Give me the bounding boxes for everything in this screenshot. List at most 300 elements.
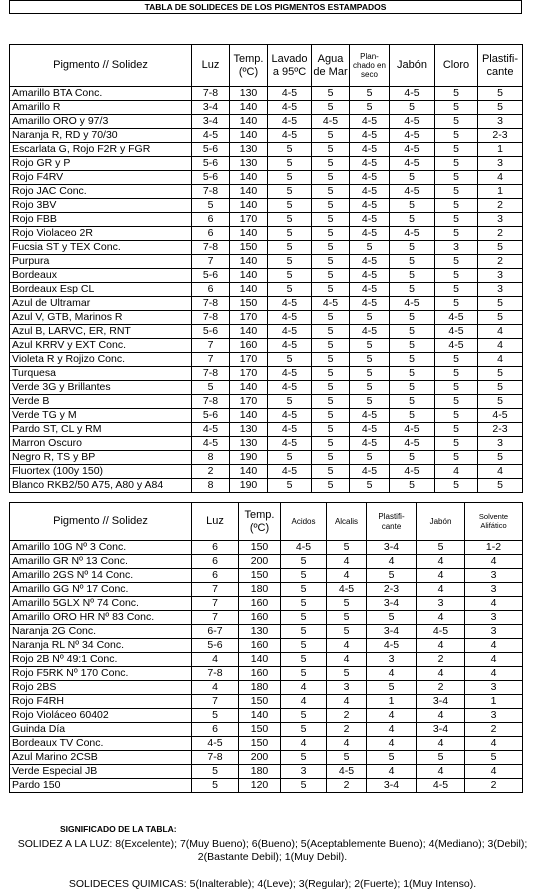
fastness-value-cell: 4-5 [192, 437, 230, 451]
fastness-value-cell: 5 [327, 541, 367, 555]
table-row [10, 227, 523, 241]
fastness-value-cell: 3 [478, 157, 523, 171]
fastness-value-cell: 5 [350, 381, 390, 395]
pigment-name-cell: Azul KRRV y EXT Conc. [10, 339, 192, 353]
fastness-value-cell: 4 [367, 555, 417, 569]
fastness-value-cell: 4-5 [312, 115, 350, 129]
fastness-value-cell: 5 [390, 311, 435, 325]
fastness-value-cell: 5 [390, 171, 435, 185]
fastness-value-cell: 3 [478, 213, 523, 227]
fastness-value-cell: 5 [367, 569, 417, 583]
table-row [10, 695, 523, 709]
fastness-value-cell: 4 [478, 325, 523, 339]
fastness-value-cell: 7-8 [192, 395, 230, 409]
fastness-value-cell: 8 [192, 451, 230, 465]
fastness-value-cell: 3 [478, 283, 523, 297]
fastness-value-cell: 4 [417, 569, 465, 583]
fastness-value-cell: 150 [239, 723, 281, 737]
fastness-value-cell: 130 [230, 87, 268, 101]
fastness-value-cell: 2 [192, 465, 230, 479]
fastness-value-cell: 5 [192, 779, 239, 793]
fastness-value-cell: 190 [230, 479, 268, 493]
table-row [10, 353, 523, 367]
fastness-value-cell: 5-6 [192, 143, 230, 157]
fastness-value-cell: 5 [192, 709, 239, 723]
fastness-value-cell: 4-5 [417, 625, 465, 639]
pigment-name-cell: Rojo GR y P [10, 157, 192, 171]
fastness-value-cell: 160 [239, 639, 281, 653]
fastness-value-cell: 5 [390, 283, 435, 297]
column-header-text: Pigmento // Solidez [53, 59, 148, 72]
fastness-value-cell: 5 [390, 241, 435, 255]
table-row [10, 241, 523, 255]
pigment-name-cell: Amarillo GG Nº 17 Conc. [10, 583, 192, 597]
column-header-text: Cloro [442, 59, 470, 72]
fastness-value-cell: 5 [281, 667, 327, 681]
fastness-value-cell: 5 [312, 437, 350, 451]
column-header-text: chado en [353, 60, 386, 70]
fastness-value-cell: 5 [390, 255, 435, 269]
fastness-value-cell: 4-5 [435, 311, 478, 325]
fastness-value-cell: 3 [327, 681, 367, 695]
pigment-name-cell: Amarillo BTA Conc. [10, 87, 192, 101]
fastness-value-cell: 5 [435, 129, 478, 143]
fastness-value-cell: 4-5 [350, 283, 390, 297]
fastness-value-cell: 140 [230, 171, 268, 185]
column-header-text: Lavado [271, 52, 308, 65]
table-row [10, 367, 523, 381]
fastness-value-cell: 130 [230, 157, 268, 171]
fastness-value-cell: 4-5 [268, 325, 312, 339]
fastness-value-cell: 5 [435, 101, 478, 115]
pigment-name-cell: Bordeaux TV Conc. [10, 737, 192, 751]
fastness-value-cell: 5 [478, 451, 523, 465]
fastness-value-cell: 5 [478, 87, 523, 101]
fastness-value-cell: 170 [230, 367, 268, 381]
fastness-value-cell: 5 [435, 367, 478, 381]
fastness-value-cell: 1 [478, 185, 523, 199]
fastness-value-cell: 5 [435, 199, 478, 213]
fastness-value-cell: 2 [478, 199, 523, 213]
fastness-value-cell: 5 [350, 479, 390, 493]
fastness-value-cell: 5 [435, 283, 478, 297]
fastness-value-cell: 4 [417, 555, 465, 569]
fastness-value-cell: 130 [230, 143, 268, 157]
fastness-value-cell: 4 [465, 639, 523, 653]
fastness-value-cell: 5 [478, 311, 523, 325]
fastness-value-cell: 4 [367, 667, 417, 681]
table-row [10, 157, 523, 171]
fastness-value-cell: 4-5 [350, 143, 390, 157]
fastness-value-cell: 5 [367, 751, 417, 765]
fastness-value-cell: 5 [435, 395, 478, 409]
pigment-name-cell: Rojo 3BV [10, 199, 192, 213]
column-header [350, 45, 390, 87]
column-header-text: (ºC) [238, 65, 259, 78]
fastness-value-cell: 4-5 [281, 541, 327, 555]
fastness-value-cell: 140 [230, 185, 268, 199]
table-row [10, 339, 523, 353]
fastness-value-cell: 7-8 [192, 311, 230, 325]
fastness-value-cell: 6 [192, 213, 230, 227]
pigment-name-cell: Negro R, TS y BP [10, 451, 192, 465]
fastness-value-cell: 4 [417, 639, 465, 653]
fastness-value-cell: 4-5 [350, 157, 390, 171]
fastness-value-cell: 5 [312, 255, 350, 269]
fastness-value-cell: 5 [268, 395, 312, 409]
fastness-value-cell: 5 [435, 227, 478, 241]
fastness-value-cell: 5 [350, 101, 390, 115]
fastness-value-cell: 4 [367, 709, 417, 723]
table-row [10, 381, 523, 395]
fastness-value-cell: 4-5 [390, 423, 435, 437]
column-header-text: cante [486, 65, 514, 78]
table-row [10, 667, 523, 681]
fastness-value-cell: 4-5 [268, 87, 312, 101]
fastness-value-cell: 180 [239, 681, 281, 695]
fastness-value-cell: 5 [390, 339, 435, 353]
fastness-value-cell: 140 [230, 199, 268, 213]
fastness-value-cell: 140 [230, 409, 268, 423]
fastness-value-cell: 5 [350, 367, 390, 381]
fastness-value-cell: 4 [478, 339, 523, 353]
table-row [10, 541, 523, 555]
fastness-value-cell: 5 [192, 765, 239, 779]
fastness-value-cell: 4-5 [367, 639, 417, 653]
fastness-value-cell: 5 [312, 367, 350, 381]
fastness-value-cell: 3 [478, 437, 523, 451]
pigment-name-cell: Rojo Violaceo 2R [10, 227, 192, 241]
table-row [10, 101, 523, 115]
fastness-value-cell: 2 [327, 709, 367, 723]
fastness-value-cell: 200 [239, 555, 281, 569]
fastness-value-cell: 2 [478, 227, 523, 241]
fastness-value-cell: 4-5 [350, 269, 390, 283]
fastness-value-cell: 4 [192, 653, 239, 667]
fastness-value-cell: 4 [281, 695, 327, 709]
fastness-value-cell: 5 [268, 283, 312, 297]
table-row [10, 569, 523, 583]
fastness-value-cell: 4-5 [417, 779, 465, 793]
fastness-value-cell: 4-5 [312, 297, 350, 311]
pigment-name-cell: Azul V, GTB, Marinos R [10, 311, 192, 325]
pigment-name-cell: Naranja RL Nº 34 Conc. [10, 639, 192, 653]
fastness-value-cell: 140 [230, 115, 268, 129]
fastness-value-cell: 140 [239, 709, 281, 723]
fastness-value-cell: 4-5 [350, 227, 390, 241]
fastness-value-cell: 5 [350, 87, 390, 101]
pigment-name-cell: Amarillo 5GLX Nº 74 Conc. [10, 597, 192, 611]
pigment-name-cell: Verde 3G y Brillantes [10, 381, 192, 395]
fastness-value-cell: 5 [390, 353, 435, 367]
fastness-value-cell: 4-5 [268, 437, 312, 451]
fastness-value-cell: 5 [390, 395, 435, 409]
fastness-value-cell: 4 [465, 653, 523, 667]
fastness-value-cell: 5-6 [192, 157, 230, 171]
fastness-value-cell: 4-5 [268, 129, 312, 143]
fastness-value-cell: 2 [465, 723, 523, 737]
fastness-value-cell: 140 [239, 653, 281, 667]
table-row [10, 143, 523, 157]
fastness-value-cell: 4-5 [192, 423, 230, 437]
fastness-value-cell: 5 [268, 479, 312, 493]
table-row [10, 199, 523, 213]
fastness-value-cell: 170 [230, 213, 268, 227]
fastness-value-cell: 4 [327, 555, 367, 569]
fastness-value-cell: 3 [435, 241, 478, 255]
fastness-value-cell: 5 [350, 451, 390, 465]
fastness-value-cell: 2 [327, 779, 367, 793]
fastness-value-cell: 5 [390, 269, 435, 283]
page-title: TABLA DE SOLIDECES DE LOS PIGMENTOS ESTAMPADOS [9, 0, 522, 14]
fastness-value-cell: 4-5 [390, 115, 435, 129]
pigment-name-cell: Azul B, LARVC, ER, RNT [10, 325, 192, 339]
fastness-value-cell: 4 [192, 681, 239, 695]
column-header-text: a 95ºC [272, 65, 307, 78]
fastness-value-cell: 5 [390, 213, 435, 227]
pigment-name-cell: Rojo Violáceo 60402 [10, 709, 192, 723]
table-row [10, 87, 523, 101]
fastness-value-cell: 4-5 [350, 297, 390, 311]
fastness-value-cell: 5 [350, 353, 390, 367]
fastness-value-cell: 4-5 [390, 129, 435, 143]
pigment-name-cell: Rojo F4RV [10, 171, 192, 185]
fastness-value-cell: 4 [417, 709, 465, 723]
fastness-value-cell: 4-5 [350, 213, 390, 227]
fastness-value-cell: 5 [390, 367, 435, 381]
table-row [10, 129, 523, 143]
column-header-text: cante [381, 521, 402, 531]
pigment-name-cell: Amarillo GR Nº 13 Conc. [10, 555, 192, 569]
fastness-value-cell: 4-5 [390, 185, 435, 199]
pigment-name-cell: Amarillo 2GS Nº 14 Conc. [10, 569, 192, 583]
column-header-text: Luz [206, 515, 224, 528]
pigment-name-cell: Violeta R y Rojizo Conc. [10, 353, 192, 367]
pigment-name-cell: Turquesa [10, 367, 192, 381]
fastness-value-cell: 4 [367, 737, 417, 751]
fastness-value-cell: 5 [268, 451, 312, 465]
table-row [10, 255, 523, 269]
table-row [10, 555, 523, 569]
pigment-name-cell: Rojo FBB [10, 213, 192, 227]
fastness-value-cell: 5 [478, 241, 523, 255]
fastness-value-cell: 5 [281, 709, 327, 723]
fastness-value-cell: 5 [268, 213, 312, 227]
fastness-value-cell: 4 [281, 737, 327, 751]
legend-title: SIGNIFICADO DE LA TABLA: [60, 824, 177, 834]
fastness-value-cell: 5 [281, 625, 327, 639]
pigment-name-cell: Amarillo ORO y 97/3 [10, 115, 192, 129]
fastness-value-cell: 5 [312, 423, 350, 437]
fastness-value-cell: 5 [435, 381, 478, 395]
fastness-value-cell: 140 [230, 325, 268, 339]
pigment-name-cell: Pardo ST, CL y RM [10, 423, 192, 437]
fastness-value-cell: 5 [312, 157, 350, 171]
pigment-name-cell: Escarlata G, Rojo F2R y FGR [10, 143, 192, 157]
fastness-value-cell: 5 [312, 395, 350, 409]
table-row [10, 611, 523, 625]
fastness-value-cell: 140 [230, 465, 268, 479]
column-header-text: Temp. [244, 508, 275, 521]
fastness-value-cell: 5 [312, 325, 350, 339]
column-header-text: seco [361, 70, 378, 80]
fastness-value-cell: 170 [230, 353, 268, 367]
fastness-value-cell: 5 [312, 465, 350, 479]
fastness-value-cell: 5 [435, 255, 478, 269]
fastness-value-cell: 5 [312, 171, 350, 185]
table-row [10, 639, 523, 653]
fastness-value-cell: 3 [478, 115, 523, 129]
fastness-value-cell: 5 [478, 381, 523, 395]
fastness-value-cell: 4-5 [390, 465, 435, 479]
pigment-name-cell: Azul de Ultramar [10, 297, 192, 311]
fastness-value-cell: 7-8 [192, 667, 239, 681]
fastness-value-cell: 140 [230, 101, 268, 115]
fastness-value-cell: 4-5 [350, 185, 390, 199]
table-row [10, 283, 523, 297]
fastness-value-cell: 4-5 [350, 255, 390, 269]
fastness-value-cell: 3 [465, 625, 523, 639]
fastness-value-cell: 4 [417, 765, 465, 779]
fastness-value-cell: 5 [268, 171, 312, 185]
fastness-value-cell: 3 [465, 709, 523, 723]
fastness-value-cell: 4 [367, 723, 417, 737]
fastness-value-cell: 5 [390, 325, 435, 339]
pigment-name-cell: Amarillo ORO HR Nº 83 Conc. [10, 611, 192, 625]
fastness-value-cell: 170 [230, 395, 268, 409]
fastness-value-cell: 150 [239, 695, 281, 709]
table-row [10, 737, 523, 751]
fastness-value-cell: 160 [239, 611, 281, 625]
fastness-value-cell: 4-5 [192, 737, 239, 751]
fastness-value-cell: 4 [327, 653, 367, 667]
column-header-text: Jabón [429, 516, 452, 526]
table-row [10, 779, 523, 793]
fastness-value-cell: 130 [239, 625, 281, 639]
fastness-value-cell: 4-5 [268, 423, 312, 437]
fastness-value-cell: 5 [435, 423, 478, 437]
fastness-value-cell: 4 [465, 737, 523, 751]
fastness-value-cell: 4-5 [350, 437, 390, 451]
fastness-value-cell: 5 [367, 611, 417, 625]
fastness-value-cell: 5 [435, 213, 478, 227]
pigment-name-cell: Naranja 2G Conc. [10, 625, 192, 639]
column-header [239, 503, 281, 541]
fastness-value-cell: 4-5 [327, 583, 367, 597]
table-row [10, 213, 523, 227]
pigment-name-cell: Rojo 2B Nº 49:1 Conc. [10, 653, 192, 667]
fastness-value-cell: 4-5 [327, 765, 367, 779]
fastness-value-cell: 160 [239, 597, 281, 611]
fastness-value-cell: 5 [281, 779, 327, 793]
fastness-value-cell: 5 [312, 129, 350, 143]
fastness-value-cell: 5 [350, 339, 390, 353]
table-row [10, 751, 523, 765]
column-header [327, 503, 367, 541]
table-row [10, 681, 523, 695]
fastness-value-cell: 5 [268, 199, 312, 213]
fastness-value-cell: 4-5 [435, 339, 478, 353]
fastness-value-cell: 5 [417, 751, 465, 765]
table-row [10, 171, 523, 185]
column-header [230, 45, 268, 87]
column-header-text: Solvente [478, 511, 509, 521]
fastness-value-cell: 5 [312, 199, 350, 213]
fastness-value-cell: 5 [465, 751, 523, 765]
fastness-value-cell: 5 [312, 353, 350, 367]
fastness-value-cell: 7-8 [192, 297, 230, 311]
fastness-value-cell: 5 [350, 395, 390, 409]
fastness-value-cell: 4-5 [268, 339, 312, 353]
fastness-value-cell: 7-8 [192, 87, 230, 101]
fastness-value-cell: 5 [312, 87, 350, 101]
column-header [478, 45, 523, 87]
fastness-value-cell: 5 [435, 269, 478, 283]
fastness-value-cell: 3 [465, 583, 523, 597]
fastness-value-cell: 4-5 [350, 423, 390, 437]
column-header [435, 45, 478, 87]
fastness-value-cell: 3-4 [417, 695, 465, 709]
fastness-value-cell: 5 [281, 639, 327, 653]
fastness-value-cell: 140 [230, 129, 268, 143]
fastness-value-cell: 2-3 [367, 583, 417, 597]
pigment-name-cell: Verde Especial JB [10, 765, 192, 779]
fastness-value-cell: 5 [390, 199, 435, 213]
fastness-value-cell: 4-5 [268, 381, 312, 395]
fastness-value-cell: 4-5 [268, 465, 312, 479]
fastness-value-cell: 5 [281, 597, 327, 611]
fastness-value-cell: 3-4 [367, 597, 417, 611]
column-header [367, 503, 417, 541]
fastness-value-cell: 6 [192, 555, 239, 569]
fastness-value-cell: 5 [367, 681, 417, 695]
fastness-value-cell: 5 [435, 437, 478, 451]
fastness-value-cell: 2-3 [478, 129, 523, 143]
table-row [10, 115, 523, 129]
column-header-text: Plan- [360, 51, 379, 61]
fastness-value-cell: 160 [239, 667, 281, 681]
fastness-value-cell: 3-4 [192, 115, 230, 129]
fastness-value-cell: 5-6 [192, 269, 230, 283]
column-header-text: Agua [317, 52, 344, 65]
fastness-value-cell: 4-5 [390, 87, 435, 101]
fastness-value-cell: 180 [239, 583, 281, 597]
fastness-table-stamped [9, 44, 523, 493]
fastness-value-cell: 8 [192, 479, 230, 493]
fastness-value-cell: 5 [312, 409, 350, 423]
table-row [10, 583, 523, 597]
fastness-value-cell: 7 [192, 695, 239, 709]
fastness-value-cell: 6 [192, 723, 239, 737]
column-header [192, 45, 230, 87]
fastness-value-cell: 5 [435, 87, 478, 101]
fastness-value-cell: 4-5 [350, 465, 390, 479]
column-header [10, 503, 192, 541]
pigment-name-cell: Bordeaux [10, 269, 192, 283]
table-row [10, 765, 523, 779]
pigment-name-cell: Rojo F5RK Nº 170 Conc. [10, 667, 192, 681]
fastness-value-cell: 5 [478, 395, 523, 409]
column-header [417, 503, 465, 541]
fastness-value-cell: 5 [268, 157, 312, 171]
fastness-value-cell: 2-3 [478, 423, 523, 437]
fastness-value-cell: 7-8 [192, 241, 230, 255]
fastness-value-cell: 140 [230, 381, 268, 395]
column-header [465, 503, 523, 541]
pigment-name-cell: Naranja R, RD y 70/30 [10, 129, 192, 143]
fastness-value-cell: 5 [417, 541, 465, 555]
fastness-value-cell: 3 [281, 765, 327, 779]
